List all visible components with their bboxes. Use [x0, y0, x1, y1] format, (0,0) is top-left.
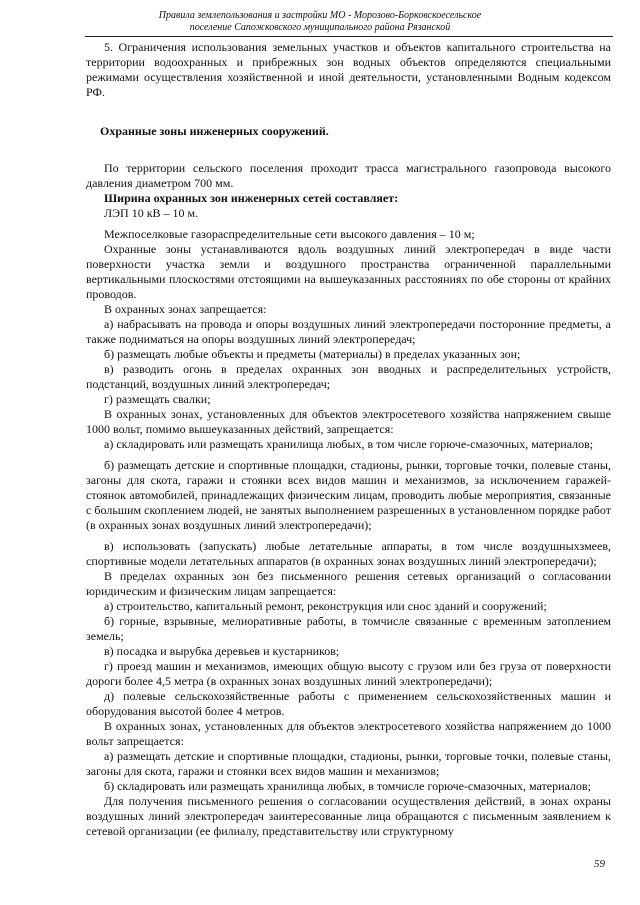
- list-item: а) строительство, капитальный ремонт, реконструкция или снос зданий и сооружений;: [104, 599, 547, 613]
- section-heading: Охранные зоны инженерных сооружений.: [100, 124, 329, 138]
- document-body: [86, 40, 611, 839]
- list-item: а) размещать детские и спортивные площадки, стадионы, рынки, торговые точки, полевые станы, загоны для скота, гаражи и стоянки всех видов машин и механизмов;: [86, 749, 611, 778]
- list-item: г) размещать свалки;: [104, 392, 211, 406]
- paragraph: Межпоселковые газораспределительные сети высокого давления – 10 м;: [104, 227, 475, 241]
- list-item: д) полевые сельскохозяйственные работы с применением сельскохозяйственных машин и оборудования высотой более 4 метров.: [86, 689, 611, 718]
- paragraph: Для получения письменного решения о согласовании осуществления действий, в зонах охраны воздушных линий электропередач заинтересованные лица обращаются с письменным заявлением к сетевой организации (ее филиалу, представительству или структурному: [86, 794, 611, 838]
- list-item: а) набрасывать на провода и опоры воздушных линий электропередачи посторонние предметы, а также подниматься на опоры воздушных линий электропередач;: [86, 317, 611, 346]
- running-header: [0, 10, 640, 34]
- list-item: б) горные, взрывные, мелиоративные работы, в томчисле связанные с временным затоплением земель;: [86, 614, 611, 643]
- page-number: 59: [594, 858, 605, 870]
- header-rule: [85, 36, 613, 37]
- paragraph: 5. Ограничения использования земельных участков и объектов капитального строительства на территории водоохранных и прибрежных зон водных объектов определяются специальными режимами осуществления хозяйственной и иной деятельности, установленными Водным кодексом РФ.: [86, 40, 611, 99]
- list-item: в) посадка и вырубка деревьев и кустарников;: [104, 644, 340, 658]
- list-item: б) складировать или размещать хранилища любых, в томчисле горюче-смазочных, материалов;: [104, 779, 591, 793]
- list-item: б) размещать детские и спортивные площадки, стадионы, рынки, торговые точки, полевые станы, загоны для скота, гаражи и стоянки всех видов машин и механизмов, за исключением гаражей-стоянок автомобилей, принадлежащих физическим лицам, проводить любые мероприятия, связанные с большим скоплением людей, не занятых выполнением разрешенных в установленном порядке работ (в охранных зонах воздушных линий электропередачи);: [86, 458, 611, 532]
- subheading: Ширина охранных зон инженерных сетей составляет:: [104, 191, 399, 205]
- paragraph: ЛЭП 10 кВ – 10 м.: [104, 206, 199, 220]
- paragraph: В пределах охранных зон без письменного решения сетевых организаций о согласовании юридическим и физическим лицам запрещается:: [86, 569, 611, 598]
- paragraph: По территории сельского поселения проходит трасса магистрального газопровода высокого давления диаметром 700 мм.: [86, 161, 611, 190]
- list-item: в) разводить огонь в пределах охранных зон вводных и распределительных устройств, подстанций, воздушных линий электропередач;: [86, 362, 611, 391]
- list-item: а) складировать или размещать хранилища любых, в том числе горюче-смазочных, материалов;: [104, 437, 594, 451]
- paragraph: Охранные зоны устанавливаются вдоль воздушных линий электропередач в виде части поверхности участка земли и воздушного пространства ограниченной параллельными вертикальными плоскостями отстоящими на вышеуказанных расстояниях по обе стороны от крайних проводов.: [86, 242, 611, 301]
- paragraph: В охранных зонах, установленных для объектов электросетевого хозяйства напряжением до 1000 вольт запрещается:: [86, 719, 611, 748]
- header-line-1: Правила землепользования и застройки МО - Морозово-Борковскоесельское: [158, 10, 482, 21]
- list-item: г) проезд машин и механизмов, имеющих общую высоту с грузом или без груза от поверхности дороги более 4,5 метра (в охранных зонах воздушных линий электропередачи);: [86, 659, 611, 688]
- list-item: б) размещать любые объекты и предметы (материалы) в пределах указанных зон;: [104, 347, 521, 361]
- paragraph: В охранных зонах запрещается:: [104, 302, 267, 316]
- list-item: в) использовать (запускать) любые летательные аппараты, в том числе воздушныхзмеев, спортивные модели летательных аппаратов (в охранных зонах воздушных линий электропередачи);: [86, 539, 611, 568]
- paragraph: В охранных зонах, установленных для объектов электросетевого хозяйства напряжением свыше 1000 вольт, помимо вышеуказанных действий, запрещается:: [86, 407, 611, 436]
- header-line-2: поселение Сапожковского муниципального района Рязанской: [189, 22, 451, 33]
